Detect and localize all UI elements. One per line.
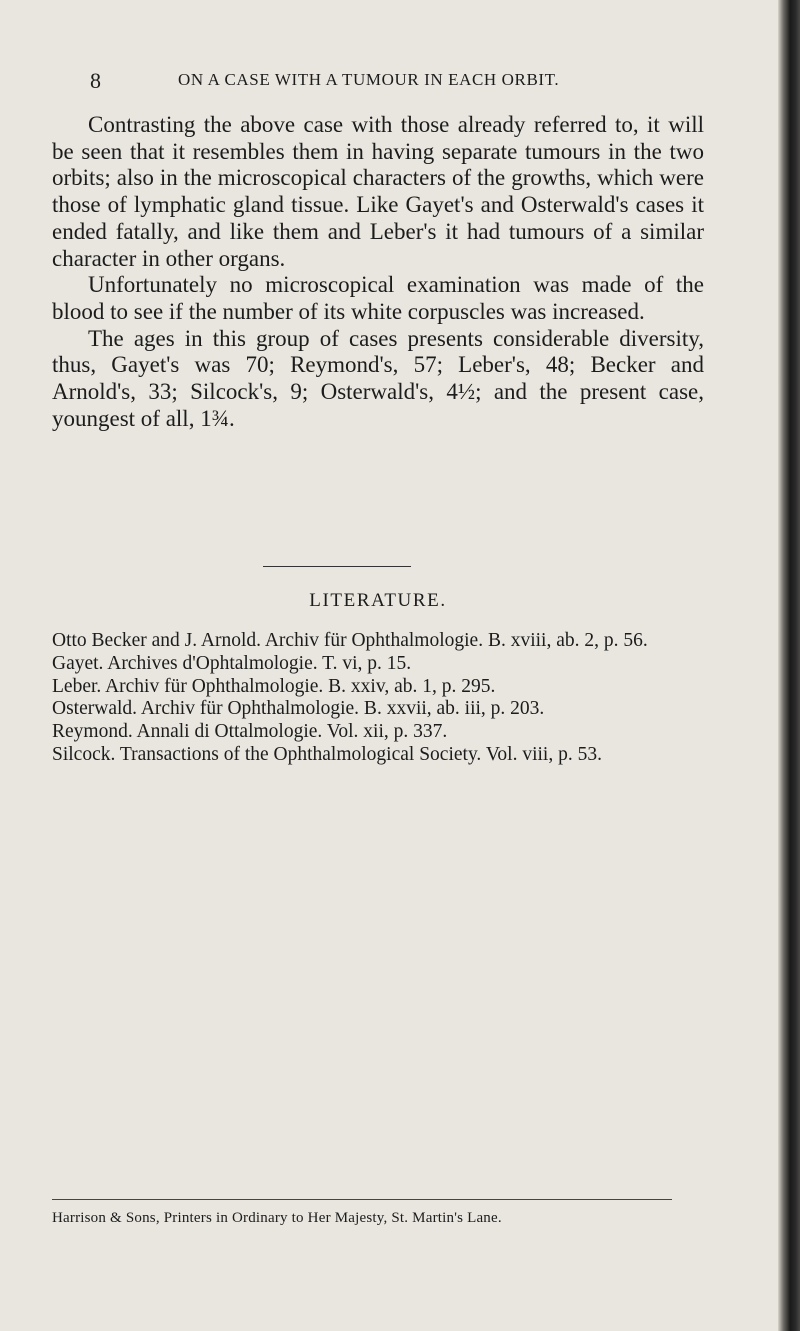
body-text xyxy=(52,112,704,432)
page-header xyxy=(90,68,720,98)
reference-item: Silcock. Transactions of the Ophthalmological Society. Vol. viii, p. 53. xyxy=(52,743,602,765)
page-binding-edge xyxy=(778,0,800,1331)
printer-imprint: Harrison & Sons, Printers in Ordinary to Her Majesty, St. Martin's Lane. xyxy=(52,1210,502,1226)
paragraph: The ages in this group of cases presents considerable diversity, thus, Gayet's was 70; Reymond's, 57; Leber's, 48; Becker and Arnold's, 33; Silcock's, 9; Osterwald's, 4½; and the present case, youngest of all, 1¾. xyxy=(52,325,704,431)
reference-item: Otto Becker and J. Arnold. Archiv für Ophthalmologie. B. xviii, ab. 2, p. 56. xyxy=(52,630,648,651)
reference-item: Reymond. Annali di Ottalmologie. Vol. xii, p. 337. xyxy=(52,721,448,743)
reference-list xyxy=(52,630,742,767)
page-number: 8 xyxy=(90,68,101,93)
reference-item: Leber. Archiv für Ophthalmologie. B. xxiv, ab. 1, p. 295. xyxy=(52,675,496,697)
literature-heading: LITERATURE. xyxy=(309,590,447,611)
reference-item: Osterwald. Archiv für Ophthalmologie. B. xxvii, ab. iii, p. 203. xyxy=(52,698,545,720)
paragraph: Contrasting the above case with those already referred to, it will be seen that it resembles them in having separate tumours in the two orbits; also in the microscopical characters of the growths, which were those of lymphatic gland tissue. Like Gayet's and Osterwald's cases it ended fatally, and like them and Leber's it had tumours of a similar character in other organs. xyxy=(52,112,704,271)
section-divider xyxy=(263,566,411,567)
imprint-divider xyxy=(52,1199,672,1200)
running-head: ON A CASE WITH A TUMOUR IN EACH ORBIT. xyxy=(178,70,560,89)
paragraph: Unfortunately no microscopical examination was made of the blood to see if the number of its white corpuscles was increased. xyxy=(52,272,704,324)
reference-item: Gayet. Archives d'Ophtalmologie. T. vi, p. 15. xyxy=(52,652,412,674)
